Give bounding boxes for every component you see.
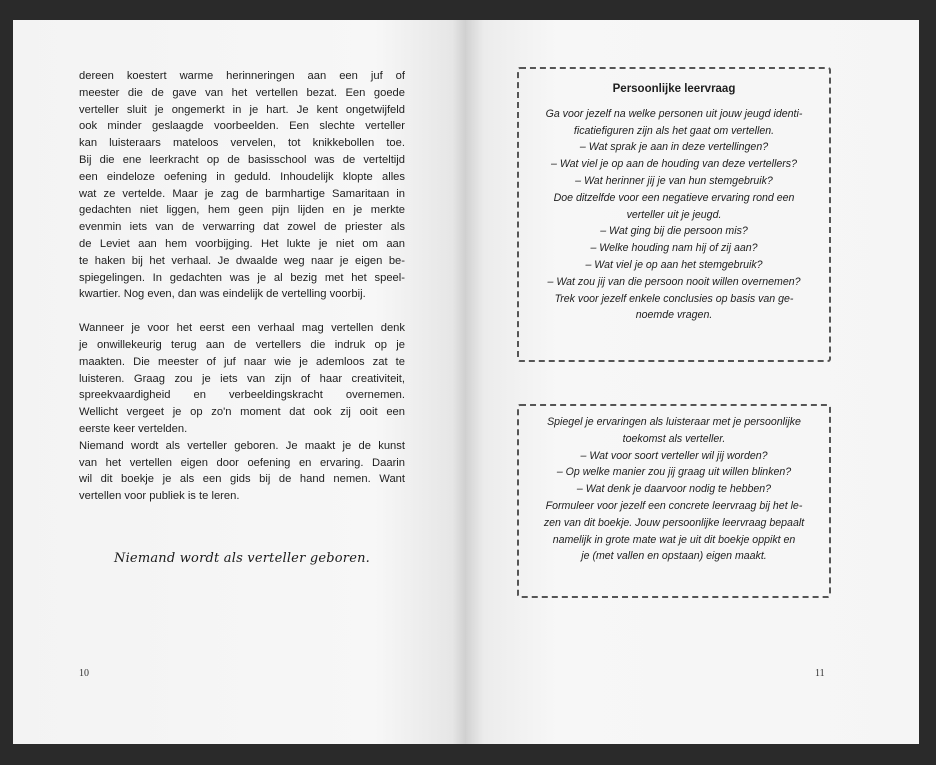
box-1-text [519, 106, 829, 324]
text-line: wil dit boekje je als een gids bij de hand nemen. Want [79, 473, 405, 486]
text-line: spreekvaardigheid en verbeeldingskracht overnemen. [79, 389, 405, 402]
text-line: eerste keer vertelden. [79, 422, 188, 435]
text-line: ficatiefiguren zijn als het gaat om vertellen. [573, 124, 775, 137]
page-number-left: 10 [79, 668, 89, 679]
pull-quote: Niemand wordt als verteller geboren. [114, 551, 370, 566]
left-body-text [79, 68, 405, 505]
reflection-box [517, 404, 831, 598]
text-line: Ga voor jezelf na welke personen uit jouw jeugd identi- [545, 107, 803, 120]
text-line: Wellicht vergeet je op zo'n moment dat ook zij ooit een [79, 406, 405, 419]
text-line: namelijk in grote mate wat je uit dit boekje oppikt en [552, 533, 796, 546]
text-line: – Wat voor soort verteller wil jij worden? [580, 449, 768, 462]
text-line: – Wat sprak je aan in deze vertellingen? [579, 141, 769, 154]
text-line: – Wat viel je op aan de houding van deze vertellers? [551, 158, 797, 171]
text-line: zen van dit boekje. Jouw persoonlijke leervraag bepaalt [543, 516, 805, 529]
text-line: ook minder geslaagde voorbeelden. Een slechte verteller [79, 120, 405, 133]
box-2-text [519, 414, 829, 565]
text-line: Bij die ene leerkracht op de basisschool was de verteltijd [79, 153, 405, 166]
text-line: je (met vallen en opstaan) eigen maakt. [581, 550, 767, 563]
text-line: toekomst als verteller. [622, 432, 726, 445]
text-line: Wanneer je voor het eerst een verhaal mag vertellen denk [79, 322, 405, 335]
text-line: – Wat herinner jij je van hun stemgebruik? [575, 174, 773, 187]
text-line: – Op welke manier zou jij graag uit willen blinken? [556, 466, 792, 479]
text-line: meester die de gave van het vertellen bezat. Een goede [79, 86, 405, 99]
text-line: luisteren. Graag zou je iets van zijn of haar creativiteit, [79, 372, 405, 385]
page-number-right: 11 [815, 668, 825, 679]
leervraag-box [517, 67, 831, 362]
text-line: – Wat ging bij die persoon mis? [600, 225, 748, 238]
text-line: een eindeloze oefening in geduld. Inhoudelijk klopte alles [79, 170, 405, 183]
text-line: – Wat denk je daarvoor nodig te hebben? [576, 483, 772, 496]
paragraph-1 [79, 68, 405, 303]
text-line: van het vertellen eigen door oefening en ervaring. Daarin [79, 456, 405, 469]
text-line: Spiegel je ervaringen als luisteraar met je persoonlijke [547, 416, 801, 428]
text-line: verteller uit je jeugd. [626, 208, 722, 221]
text-line: maakten. Die meester of juf naar wie je ademloos zat te [79, 355, 405, 368]
text-line: Doe ditzelfde voor een negatieve ervaring rond een [553, 191, 795, 204]
text-line: verteller sluit je ongemerkt in je hart. Je kent ongetwijfeld [79, 103, 405, 116]
text-line: Formuleer voor jezelf een concrete leervraag bij het le- [545, 499, 803, 512]
text-line: gedachten niet liggen, hem geen pijn lijden en je merkte [79, 204, 405, 217]
paragraph-2 [79, 320, 405, 438]
text-line: – Wat viel je op aan het stemgebruik? [585, 258, 763, 271]
text-line: dereen koestert warme herinneringen aan een juf of [79, 70, 405, 82]
paragraph-3 [79, 438, 405, 505]
text-line: wat ze vertelde. Maar je zag de barmhartige Samaritaan in [79, 187, 405, 200]
box-title: Persoonlijke leervraag [612, 83, 736, 95]
text-line: Niemand wordt als verteller geboren. Je maakt je de kunst [79, 439, 405, 452]
text-line: vertellen voor publiek is te leren. [79, 490, 240, 503]
text-line: kan luisteraars mateloos vervelen, tot knikkebollen toe. [79, 137, 405, 150]
text-line: de Leviet aan hem voorbijging. Het lukte je niet om aan [79, 237, 405, 250]
text-line: te haken bij het verhaal. Je dwaalde weg naar je eigen be- [79, 254, 405, 267]
text-line: noemde vragen. [635, 309, 713, 322]
text-line: spiegelingen. In gedachten was je al bezig met het speel- [79, 271, 405, 284]
text-line: – Wat zou jij van die persoon nooit willen overnemen? [547, 275, 801, 288]
text-line: je onwillekeurig terug aan de vertellers die indruk op je [79, 338, 405, 351]
text-line: – Welke houding nam hij of zij aan? [590, 242, 758, 255]
text-line: kwartier. Nog even, dan was eindelijk de vertelling voorbij. [79, 288, 366, 301]
text-line: Trek voor jezelf enkele conclusies op basis van ge- [554, 292, 794, 305]
text-line: evenmin iets van de verwarring dat zowel de priester als [79, 221, 405, 234]
